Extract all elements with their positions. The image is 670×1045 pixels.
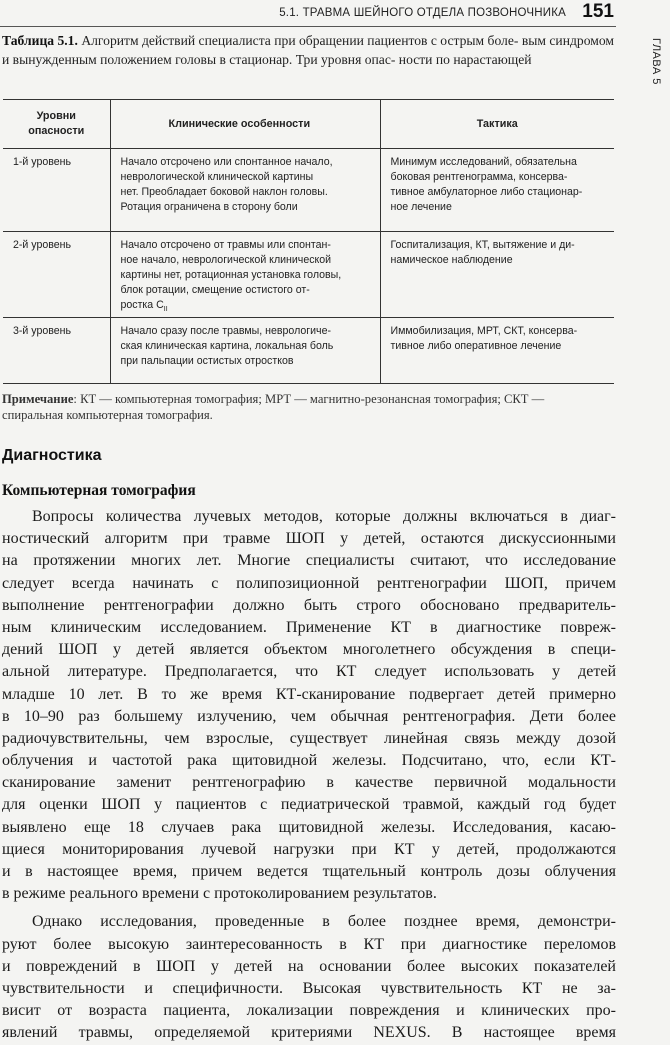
running-head [0, 0, 616, 27]
section-title: Диагностика [2, 447, 102, 464]
table-row [3, 318, 614, 384]
paragraph-line: щиеся мониторирования лучевой нагрузки при КТ у детей, продолжаются [2, 840, 616, 858]
paragraph-line: ным клиническим исследованием. Применение КТ в диагностике повреж- [2, 618, 616, 636]
paragraph-line: Однако исследования, проведенные в более позднее время, демонстри- [32, 913, 616, 931]
paragraph-line: выполнение рентгенографии должно быть строго обосновано предваритель- [2, 596, 616, 614]
body-text [2, 506, 616, 1045]
paragraph-line: и в настоящее время, причем ведется тщательный контроль дозы облучения [2, 863, 616, 880]
row-tactics: Иммобилизация, МРТ, СКТ, консерва- тивное либо оперативное лечение [380, 318, 614, 384]
paragraph-line: висит от возраста пациента, локализации повреждения и клинических про- [2, 1002, 616, 1020]
note-label: Примечание [2, 392, 74, 406]
table-note [2, 391, 614, 423]
paragraph-line: чувствительности и специфичности. Высокая чувствительность КТ не за- [2, 979, 616, 997]
note-line-1: : КТ — компьютерная томография; МРТ — магнитно-резонансная томография; СКТ — [73, 392, 545, 406]
paragraph-line: явлений травмы, определяемой критериями NEXUS. В настоящее время [2, 1024, 616, 1042]
row-level: 2-й уровень [3, 232, 110, 318]
caption-line-1: Алгоритм действий специалиста при обращении пациентов с острым боле- [81, 33, 519, 48]
header-features: Клинические особенности [110, 100, 380, 149]
table-caption [2, 32, 614, 69]
note-line-2: спиральная компьютерная томография. [2, 408, 213, 422]
caption-line-2: вым синдромом и вынужденным положением головы в стационар. Три уровня опас- [2, 33, 614, 67]
subsection-title: Компьютерная томография [2, 482, 196, 499]
paragraph-line: облучения и частотой рака щитовидной железы. Подсчитано, что, если КТ- [2, 752, 616, 770]
row-level: 3-й уровень [3, 318, 110, 384]
paragraph-line: руют более высокую заинтересованность в КТ при диагностике переломов [2, 935, 616, 953]
paragraph-line: в режиме реального времени с протоколированием результатов. [2, 885, 437, 903]
running-head-section: 5.1. ТРАВМА ШЕЙНОГО ОТДЕЛА ПОЗВОНОЧНИКА [279, 7, 566, 19]
row-features: Начало отсрочено или спонтанное начало, неврологической клинической картины нет. Преобладает боковой наклон головы. Ротация ограничена в сторону боли [110, 149, 380, 232]
table-row [3, 232, 614, 318]
page-number: 151 [582, 1, 614, 22]
paragraph-line: следует всегда начинать с полипозиционной рентгенографии ШОП, причем [2, 574, 616, 592]
header-tactics: Тактика [380, 100, 614, 149]
row-features: Начало сразу после травмы, неврологиче- ская клиническая картина, локальная боль при пальпации остистых отростков [110, 318, 380, 384]
row-tactics: Госпитализация, КТ, вытяжение и ди- намическое наблюдение [380, 232, 614, 318]
paragraph-line: и повреждений в ШОП у детей на основании более высоких показателей [2, 957, 616, 975]
paragraph-line: младше 10 лет. В то же время КТ-сканирование подвергает детей примерно [2, 685, 616, 703]
paragraph-line: сканирование заменит рентгенографию в качестве первичной модальности [2, 774, 616, 792]
algorithm-table [3, 99, 614, 384]
table-label: Таблица 5.1. [2, 33, 78, 48]
row-level: 1-й уровень [3, 149, 110, 232]
caption-line-3: ности по нарастающей [398, 51, 532, 67]
chapter-tab: ГЛАВА 5 [650, 38, 662, 85]
paragraph-line: Вопросы количества лучевых методов, которые должны включаться в диаг- [32, 508, 616, 525]
paragraph-line: ностический алгоритм при травме ШОП у детей, остаются дискуссионными [2, 530, 616, 548]
header-levels: Уровни опасности [3, 100, 110, 149]
table-row [3, 149, 614, 232]
table-header-row [3, 100, 614, 149]
paragraph-line: радиочувствительны, чем взрослые, существует линейная связь между дозой [2, 729, 616, 747]
paragraph-line: для оценки ШОП у пациентов с педиатрической травмой, каждый год будет [2, 796, 616, 814]
row-tactics: Минимум исследований, обязательна боковая рентгенограмма, консерва- тивное амбулаторное либо стационар- ное лечение [380, 149, 614, 232]
row-features: Начало отсрочено от травмы или спонтан- ное начало, неврологической клинической картины нет, ротационная установка головы, блок ротации, смещение остистого от- ростка $C_{II}$ [110, 232, 380, 318]
paragraph-line: в 10–90 раз большему излучению, чем обычная рентгенография. Дети более [2, 707, 616, 725]
paragraph-line: выявлено еще 18 случаев рака щитовидной железы. Исследования, касаю- [2, 818, 616, 836]
paragraph-line: дений ШОП у детей является объектом многолетнего обсуждения в специ- [2, 641, 616, 659]
paragraph-line: альной литературе. Предполагается, что КТ следует использовать у детей [2, 663, 616, 681]
paragraph-line: на протяжении многих лет. Многие специалисты считают, что исследование [2, 552, 616, 570]
